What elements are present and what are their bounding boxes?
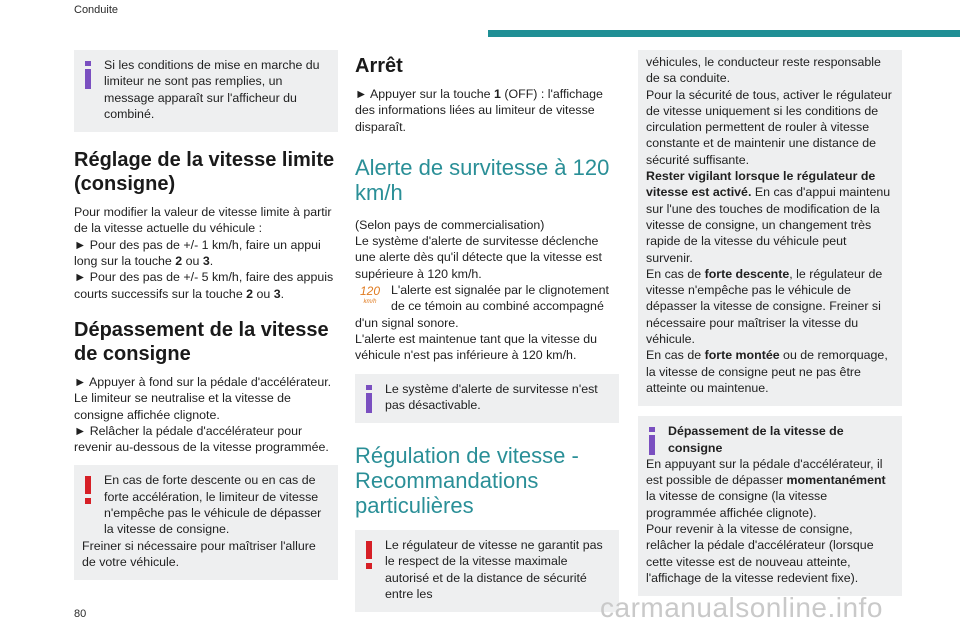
depassement-step-2: ► Relâcher la pédale d'accélérateur pour revenir au-dessous de la vitesse programmée. bbox=[74, 423, 329, 455]
speed-120-icon bbox=[355, 283, 385, 305]
alerte-signal: 120 km/h L'alerte est signalée par le clignotement de ce témoin au combiné accompagné d'un signal sonore. bbox=[355, 283, 609, 330]
arret-text: ► Appuyer sur la touche 1 (OFF) : l'affichage des informations liées au limiteur de vitesse disparaît. bbox=[355, 87, 603, 134]
page-number: 80 bbox=[74, 608, 87, 620]
warning-box-2 bbox=[355, 530, 619, 612]
warning-text-1: En cas de forte descente ou en cas de forte accélération, le limiteur de vitesse n'empêche pas le véhicule de dépasser la vitesse de consigne. bbox=[104, 473, 322, 537]
warning-box bbox=[74, 465, 338, 580]
continued-text-3: Rester vigilant lorsque le régulateur de vitesse est activé. En cas d'appui maintenu sur l'une des touches de modification de la vitesse de consigne, un changement très rapide de la vitesse du véhicule peut survenir. bbox=[646, 169, 891, 265]
speed-icon-value: 120 bbox=[359, 284, 381, 299]
heading-alerte: Alerte de survitesse à 120 km/h bbox=[355, 154, 610, 205]
column-2 bbox=[355, 50, 619, 612]
alerte-description: Le système d'alerte de survitesse déclenche une alerte dès qu'il détecte que la vitesse est supérieure à 120 km/h. bbox=[355, 234, 602, 281]
reglage-intro: Pour modifier la valeur de vitesse limite à partir de la vitesse actuelle du véhicule : bbox=[74, 205, 332, 236]
info-box-3 bbox=[638, 416, 902, 596]
heading-depassement: Dépassement de la vitesse de consigne bbox=[74, 318, 329, 365]
info-text: Si les conditions de mise en marche du limiteur ne sont pas remplies, un message apparaît sur l'afficheur du combiné. bbox=[104, 58, 320, 121]
column-3 bbox=[638, 50, 902, 596]
info-icon bbox=[363, 384, 375, 414]
depassement-step-1: ► Appuyer à fond sur la pédale d'accélérateur. Le limiteur se neutralise et la vitesse de consigne affichée clignote. bbox=[74, 374, 332, 422]
info-box-title: Dépassement de la vitesse de consigne bbox=[668, 424, 844, 455]
reglage-step-1: ► Pour des pas de +/- 1 km/h, faire un appui long sur la touche 2 ou 3. bbox=[74, 237, 321, 269]
continued-text-1: véhicules, le conducteur reste responsable de sa conduite. bbox=[646, 55, 881, 86]
speed-icon-unit: km/h bbox=[363, 299, 377, 306]
continued-text-5: En cas de forte montée ou de remorquage, la vitesse de consigne peut ne pas être atteinte ou maintenue. bbox=[646, 348, 888, 395]
warning-text-2: Freiner si nécessaire pour maîtriser l'allure de votre véhicule. bbox=[82, 538, 316, 569]
continued-warning-box bbox=[638, 50, 902, 406]
warning-text-3: Le régulateur de vitesse ne garantit pas le respect de la vitesse maximale autorisé et de la distance de sécurité entre les bbox=[385, 538, 603, 602]
info-box-2 bbox=[355, 374, 619, 424]
heading-arret: Arrêt bbox=[355, 55, 403, 77]
alerte-country: (Selon pays de commercialisation) bbox=[355, 217, 545, 232]
info-box-text-1: En appuyant sur la pédale d'accélérateur, il est possible de dépasser momentanément la vitesse de consigne (la vitesse programmée affichée clignote). bbox=[646, 456, 886, 520]
info-icon bbox=[646, 426, 658, 456]
continued-text-2: Pour la sécurité de tous, activer le régulateur de vitesse uniquement si les conditions de circulation permettent de rouler à vitesse constante et de maintenir une distance de sécurité suffisante. bbox=[646, 87, 892, 167]
info-text-2: Le système d'alerte de survitesse n'est pas désactivable. bbox=[385, 381, 598, 412]
heading-regulation: Régulation de vitesse - Recommandations particulières bbox=[355, 443, 579, 519]
warning-icon bbox=[363, 540, 375, 570]
page-header-title: Conduite bbox=[74, 4, 119, 16]
watermark: carmanualsonline.info bbox=[600, 592, 883, 623]
info-box-text-2: Pour revenir à la vitesse de consigne, relâcher la pédale d'accélérateur (lorsque cette vitesse est de nouveau atteinte, l'affichage de la vitesse redevient fixe). bbox=[646, 522, 874, 585]
column-1 bbox=[74, 50, 338, 580]
heading-reglage: Réglage de la vitesse limite (consigne) bbox=[74, 149, 335, 196]
info-box bbox=[74, 50, 338, 132]
continued-text-4: En cas de forte descente, le régulateur de vitesse n'empêche pas le véhicule de dépasser la vitesse de consigne. Freiner si nécessaire pour maîtriser la vitesse du véhicule. bbox=[646, 266, 883, 347]
info-icon bbox=[82, 60, 94, 90]
alerte-maintenue: L'alerte est maintenue tant que la vitesse du véhicule n'est pas inférieure à 120 km/h. bbox=[355, 331, 598, 363]
reglage-step-2: ► Pour des pas de +/- 5 km/h, faire des appuis courts successifs sur la touche 2 ou 3. bbox=[74, 270, 334, 301]
warning-icon bbox=[82, 475, 94, 505]
header-accent-bar bbox=[488, 30, 960, 37]
